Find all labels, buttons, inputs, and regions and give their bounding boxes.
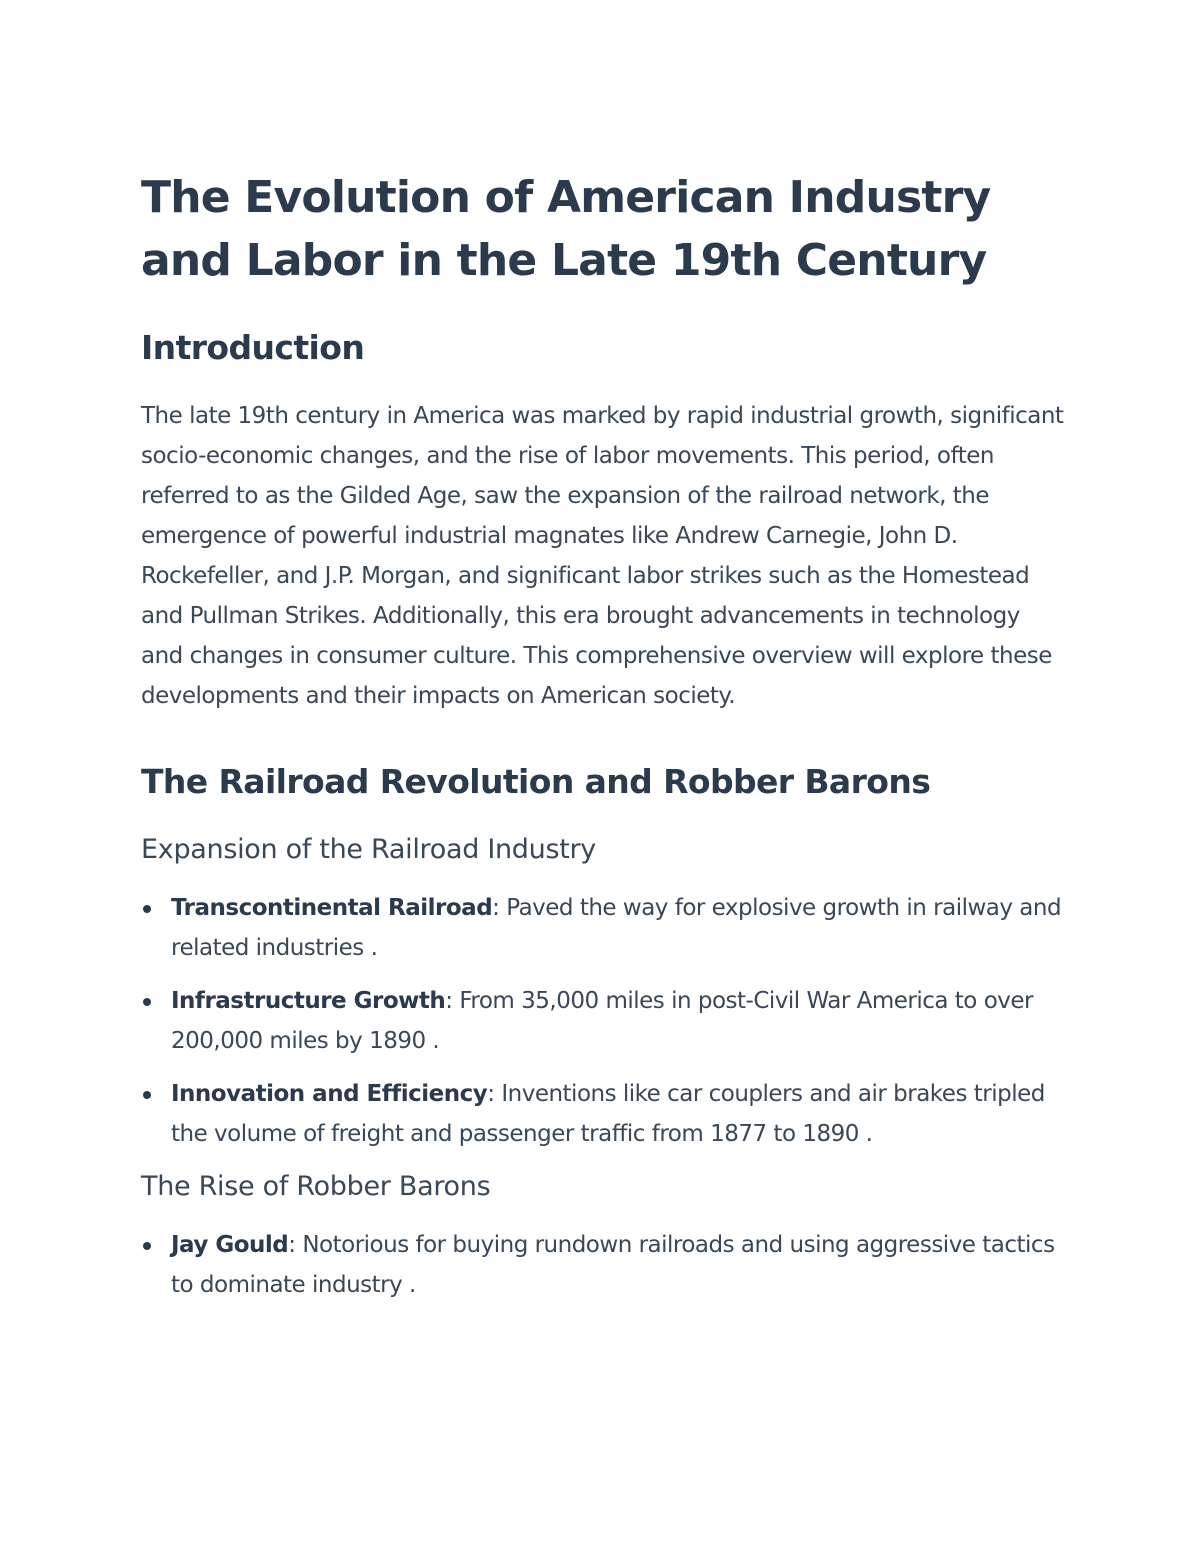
introduction-paragraph: The late 19th century in America was marked by rapid industrial growth, significant socio-economic changes, and the rise of labor movements. This period, often referred to as the Gilded Age, saw the expansion of the railroad network, the emergence of powerful industrial magnates like Andrew Carnegie, John D. Rockefeller, and J.P. Morgan, and significant labor strikes such as the Homestead and Pullman Strikes. Additionally, this era brought advancements in technology and changes in consumer culture. This comprehensive overview will explore these developments and their impacts on American society. (141, 403, 1064, 709)
list-item-text: : Notorious for buying rundown railroads and using aggressive tactics to dominate industry . (171, 1232, 1055, 1298)
document-title: The Evolution of American Industry and Labor in the Late 19th Century (141, 172, 991, 286)
list-item-text: : Inventions like car couplers and air brakes tripled the volume of freight and passenger traffic from 1877 to 1890 . (171, 1081, 1045, 1147)
list-item-term: Innovation and Efficiency (171, 1081, 488, 1107)
list-item-term: Transcontinental Railroad (171, 895, 493, 921)
document-page (141, 166, 1066, 1318)
section-heading-railroad: The Railroad Revolution and Robber Barons (141, 762, 931, 801)
list-item-text: : From 35,000 miles in post-Civil War America to over 200,000 miles by 1890 . (171, 988, 1033, 1054)
list-item (141, 1225, 1066, 1305)
robber-barons-list (141, 1225, 1066, 1305)
list-item-term: Jay Gould (171, 1232, 289, 1258)
list-item (141, 1074, 1066, 1154)
subsection-heading-expansion: Expansion of the Railroad Industry (141, 834, 596, 865)
list-item-term: Infrastructure Growth (171, 988, 446, 1014)
introduction-heading: Introduction (141, 328, 365, 367)
expansion-list (141, 888, 1066, 1154)
subsection-heading-robber-barons: The Rise of Robber Barons (141, 1171, 491, 1202)
list-item (141, 888, 1066, 968)
list-item-text: : Paved the way for explosive growth in railway and related industries . (171, 895, 1062, 961)
list-item (141, 981, 1066, 1061)
